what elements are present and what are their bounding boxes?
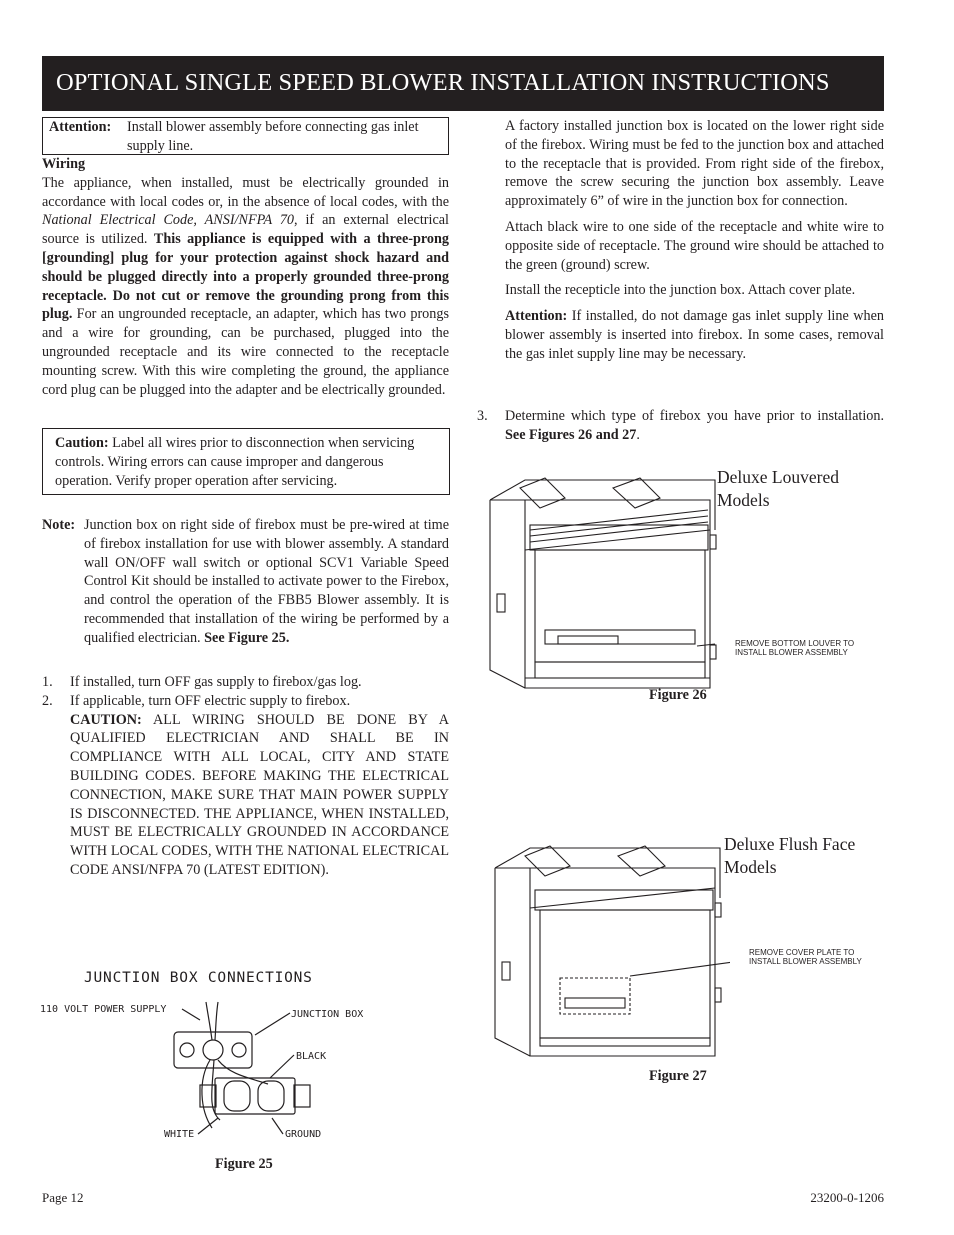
figure-26-caption: Figure 26 bbox=[649, 687, 707, 703]
attention-text: Install blower assembly before connecting gas inlet supply line. bbox=[127, 119, 419, 154]
wire-paragraph: Attach black wire to one side of the receptacle and white wire to opposite side of receptacle. The ground wire should be attached to the green (ground) screw. bbox=[505, 218, 884, 273]
figure-25-diagram bbox=[40, 960, 440, 1150]
caution-caps: CAUTION: ALL WIRING SHOULD BE DONE BY A QUALIFIED ELECTRICIAN AND SHALL BE IN COMPLIANCE WITH ALL LOCAL, CITY AND STATE BUILDING CODES. BEFORE MAKING THE ELECTRICAL CONNECTION, MAKE SURE THAT MAIN POWER SUPPLY IS DISCONNECTED. THE APPLIANCE, WHEN INSTALLED, MUST BE ELECTRICALLY GROUNDED IN ACCORDANCE WITH LOCAL CODES, WITH THE NATIONAL ELECTRICAL CODE ANSI/NFPA 70 (LATEST EDITION). bbox=[70, 711, 449, 878]
figure-26-title: Deluxe Louvered Models bbox=[717, 467, 839, 510]
figure-27-callout: REMOVE COVER PLATE TO INSTALL BLOWER ASSEMBLY bbox=[749, 948, 862, 966]
caution-box bbox=[42, 428, 450, 495]
label-power: 110 VOLT POWER SUPPLY bbox=[40, 1004, 167, 1015]
figure-27-diagram bbox=[490, 838, 730, 1060]
right-column bbox=[505, 117, 884, 364]
install-paragraph: Install the recepticle into the junction box. Attach cover plate. bbox=[505, 282, 856, 299]
step-3: 3. Determine which type of firebox you have prior to installation. See Figures 26 and 27. bbox=[477, 408, 884, 443]
page-title: OPTIONAL SINGLE SPEED BLOWER INSTALLATION INSTRUCTIONS bbox=[42, 56, 884, 111]
junction-paragraph: A factory installed junction box is located on the lower right side of the firebox. Wiring must be fed to the junction box and attached to the receptacle that is provided. From right side of the firebox, remove the screw securing the junction box assembly. Leave approximately 6” of wire in the junction box for connection. bbox=[505, 118, 884, 210]
steps-list bbox=[42, 673, 449, 880]
figure-27-title: Deluxe Flush Face Models bbox=[724, 834, 856, 877]
caution-label: Caution: bbox=[55, 435, 109, 451]
figure-27-caption: Figure 27 bbox=[649, 1068, 707, 1084]
label-black: BLACK bbox=[296, 1051, 327, 1062]
wiring-paragraph: The appliance, when installed, must be electrically grounded in accordance with local codes or, in the absence of local codes, with the National Electrical Code, ANSI/NFPA 70, if an external electrical source is utilized. This appliance is equipped with a three-prong [grounding] plug for your protection against shock hazard and should be plugged directly into a properly grounded three-prong receptacle. Do not cut or remove the grounding prong from this plug. For an ungrounded receptacle, an adapter, which has two prongs and a wire for grounding, can be purchased, plugged into the ungrounded receptacle and its wire connected to the receptacle mounting screw. With this wire completing the ground, the appliance cord plug can be plugged into the adapter and be electrically grounded. bbox=[42, 174, 450, 398]
page-number: Page 12 bbox=[42, 1190, 84, 1205]
label-ground: GROUND bbox=[285, 1129, 322, 1140]
note-label: Note: bbox=[42, 517, 76, 533]
figure-26-diagram bbox=[485, 470, 725, 692]
label-jbox: JUNCTION BOX bbox=[291, 1009, 364, 1020]
label-white: WHITE bbox=[164, 1129, 195, 1140]
attention-box bbox=[42, 117, 449, 155]
list-item: 2. If applicable, turn OFF electric supply to firebox. bbox=[42, 692, 351, 709]
note-text: Junction box on right side of firebox must be pre-wired at time of firebox installation for use with blower assembly. A standard wall ON/OFF wall switch or optional SCV1 Variable Speed Control Kit should be installed to activate power to the Firebox, and control the operation of the FBB5 Blower assembly. It is recommended that installation of the wiring be performed by a qualified electrician. See Figure 25. bbox=[84, 517, 449, 646]
note-block bbox=[42, 516, 449, 648]
figure-25-caption: Figure 25 bbox=[215, 1156, 273, 1172]
junction-title: JUNCTION BOX CONNECTIONS bbox=[84, 970, 313, 986]
attention-label: Attention: bbox=[49, 119, 112, 135]
figure-26-callout: REMOVE BOTTOM LOUVER TO INSTALL BLOWER ASSEMBLY bbox=[735, 639, 855, 657]
attention-paragraph: Attention: If installed, do not damage gas inlet supply line when blower assembly is inserted into firebox. In some cases, removal the gas inlet supply line may be necessary. bbox=[505, 308, 884, 362]
document-number: 23200-0-1206 bbox=[810, 1190, 884, 1205]
wiring-heading: Wiring bbox=[42, 156, 86, 172]
wiring-section bbox=[42, 155, 449, 399]
caution-text: Label all wires prior to disconnection when servicing controls. Wiring errors can cause improper and dangerous operation. Verify proper operation after servicing. bbox=[55, 435, 415, 489]
list-item: 1. If installed, turn OFF gas supply to firebox/gas log. bbox=[42, 674, 362, 690]
